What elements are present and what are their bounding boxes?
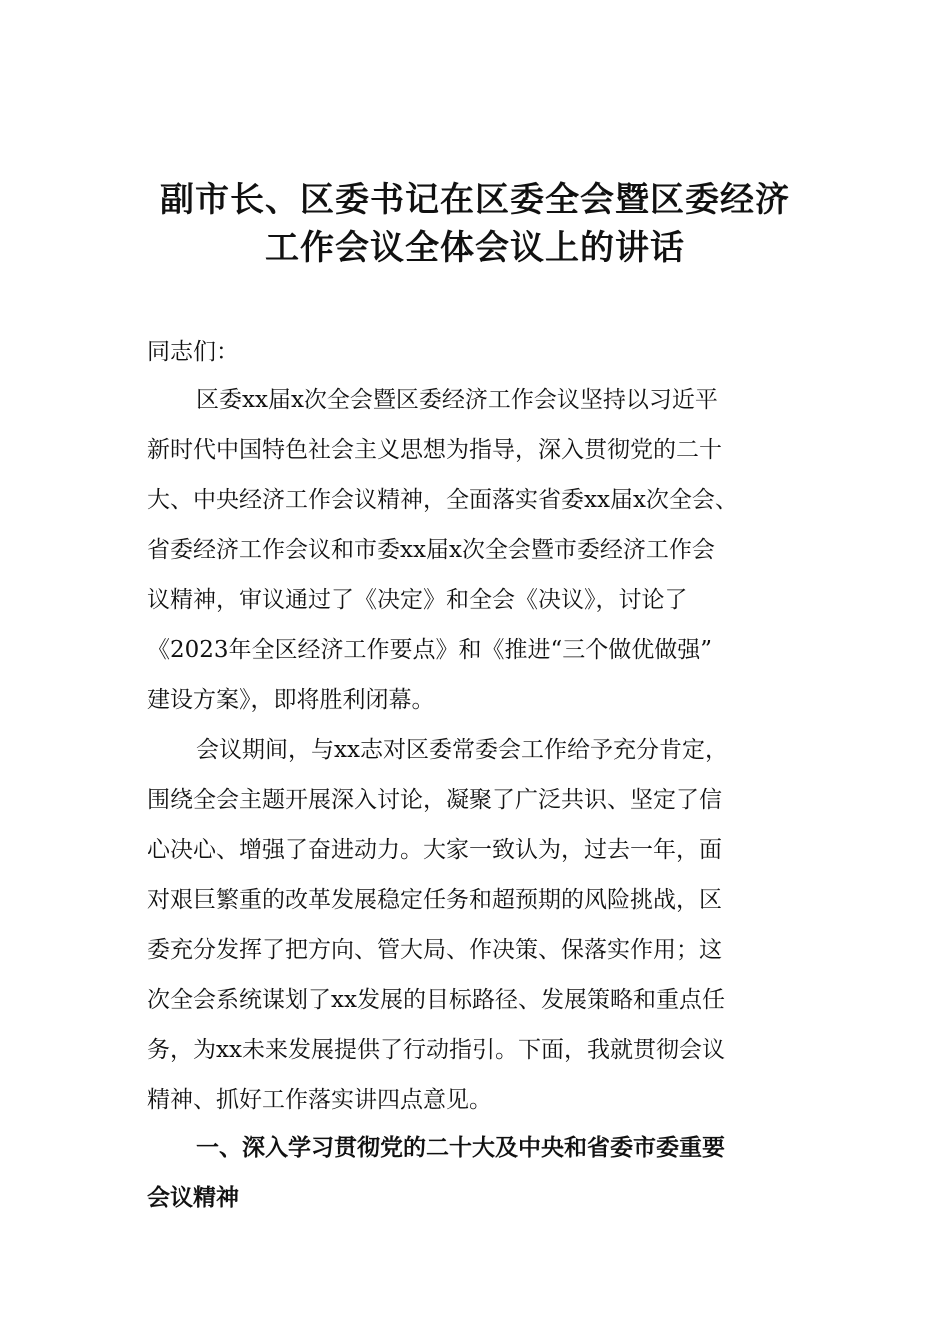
paragraph-2-line: 对艰巨繁重的改革发展稳定任务和超预期的风险挑战，区 <box>147 887 722 913</box>
paragraph-1-line: 区委xx届x次全会暨区委经济工作会议坚持以习近平 <box>196 387 718 413</box>
paragraph-2-line: 务，为xx未来发展提供了行动指引。下面，我就贯彻会议 <box>147 1037 725 1063</box>
paragraph-2-line: 会议期间，与xx志对区委常委会工作给予充分肯定， <box>196 737 728 763</box>
paragraph-2-line: 心决心、增强了奋进动力。大家一致认为，过去一年，面 <box>147 837 722 863</box>
paragraph-2-line: 精神、抓好工作落实讲四点意见。 <box>147 1087 492 1113</box>
section-heading-line: 会议精神 <box>147 1185 239 1211</box>
paragraph-1-line: 议精神，审议通过了《决定》和全会《决议》，讨论了 <box>147 587 688 613</box>
paragraph-2-line: 次全会系统谋划了xx发展的目标路径、发展策略和重点任 <box>147 987 725 1013</box>
document-title-line-2: 工作会议全体会议上的讲话 <box>265 228 685 268</box>
paragraph-2-line: 围绕全会主题开展深入讨论，凝聚了广泛共识、坚定了信 <box>147 787 722 813</box>
paragraph-1-line: 省委经济工作会议和市委xx届x次全会暨市委经济工作会 <box>147 537 715 563</box>
section-heading-line: 一、深入学习贯彻党的二十大及中央和省委市委重要 <box>196 1135 725 1161</box>
paragraph-1-line: 《2023年全区经济工作要点》和《推进“三个做优做强” <box>147 637 713 663</box>
document-title-line-1: 副市长、区委书记在区委全会暨区委经济 <box>160 180 790 220</box>
paragraph-2-line: 委充分发挥了把方向、管大局、作决策、保落实作用；这 <box>147 937 722 963</box>
paragraph-1-line: 建设方案》，即将胜利闭幕。 <box>147 687 435 713</box>
paragraph-1-line: 大、中央经济工作会议精神，全面落实省委xx届x次全会、 <box>147 487 738 513</box>
paragraph-1-line: 新时代中国特色社会主义思想为指导，深入贯彻党的二十 <box>147 437 722 463</box>
salutation: 同志们： <box>147 339 239 365</box>
